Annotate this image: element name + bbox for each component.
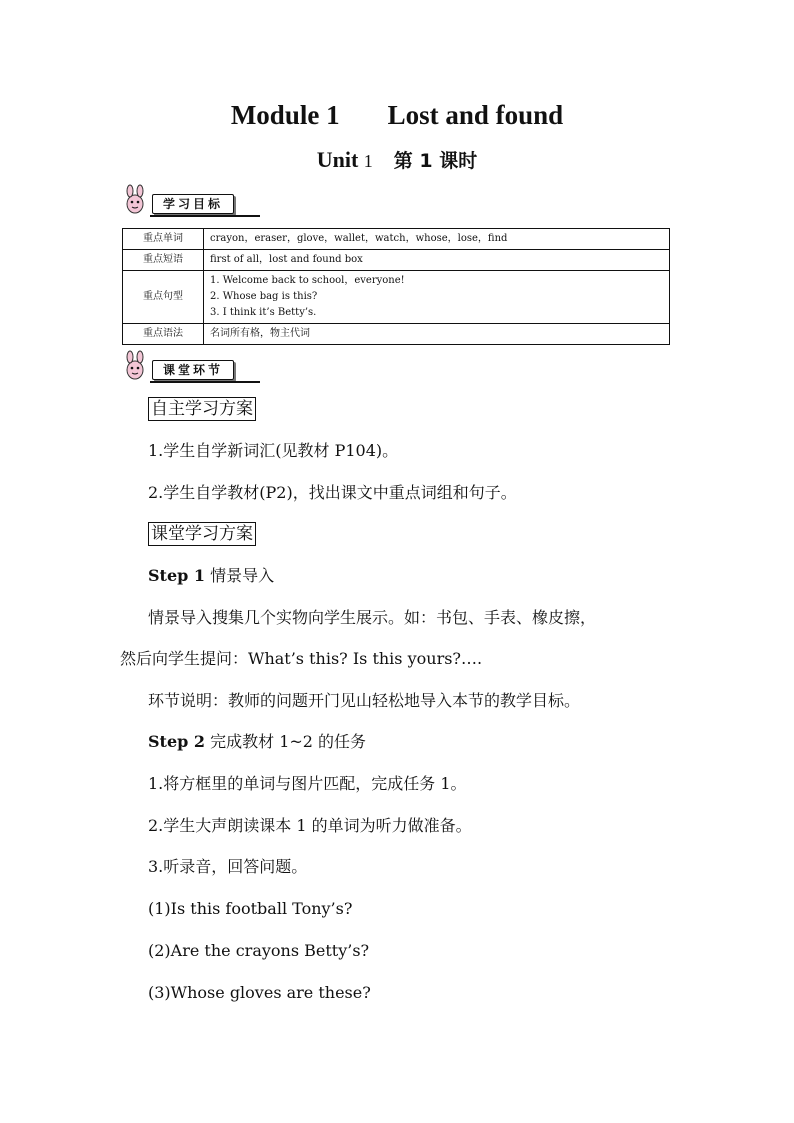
step1-paragraph: 情景导入搜集几个实物向学生展示。如：书包、手表、橡皮擦， [148,608,597,627]
goals-badge-label: 学习目标 [152,194,234,214]
list-item: 2.学生自学教材(P2)，找出课文中重点词组和句子。 [148,483,517,502]
step2-heading: Step 2 完成教材 1~2 的任务 [148,732,367,751]
goals-table [122,228,670,345]
table-row: 重点短语 first of all，lost and found box [123,250,670,271]
list-item: (1)Is this football Tony’s? [148,899,353,918]
table-row: 重点句型 1. Welcome back to school，everyone! 2. Whose bag is this? 3. I think it’s Betty’s. [123,271,670,324]
list-item: (3)Whose gloves are these? [148,983,371,1002]
mascot-icon [120,184,150,214]
module-number: Module 1 [230,100,340,130]
goals-badge [120,184,234,214]
step1-heading: Step 1 情景导入 [148,566,275,585]
table-row: 重点语法 名词所有格，物主代词 [123,324,670,345]
unit-title [0,146,794,173]
list-item: 2.学生大声朗读课本 1 的单词为听力做准备。 [148,816,472,835]
table-row: 重点单词 crayon，eraser，glove，wallet，watch，whose，lose，find [123,229,670,250]
self-study-heading: 自主学习方案 [148,397,256,421]
list-item: (2)Are the crayons Betty’s? [148,941,370,960]
mascot-icon [120,350,150,380]
step1-note: 环节说明：教师的问题开门见山轻松地导入本节的教学目标。 [148,691,581,710]
class-badge [120,350,234,380]
list-item: 3.听录音，回答问题。 [148,857,308,876]
class-study-heading: 课堂学习方案 [148,522,256,546]
step1-paragraph-cont: 然后向学生提问：What’s this? Is this yours?…. [120,649,483,668]
unit-number: 1 [363,151,373,171]
unit-label: Unit [316,147,359,172]
lesson-label: 第 1 课时 [393,150,478,172]
module-topic: Lost and found [387,100,564,130]
list-item: 1.将方框里的单词与图片匹配，完成任务 1。 [148,774,467,793]
list-item: 1.学生自学新词汇(见教材 P104)。 [148,441,399,460]
module-title [0,100,794,131]
class-badge-label: 课堂环节 [152,360,234,380]
